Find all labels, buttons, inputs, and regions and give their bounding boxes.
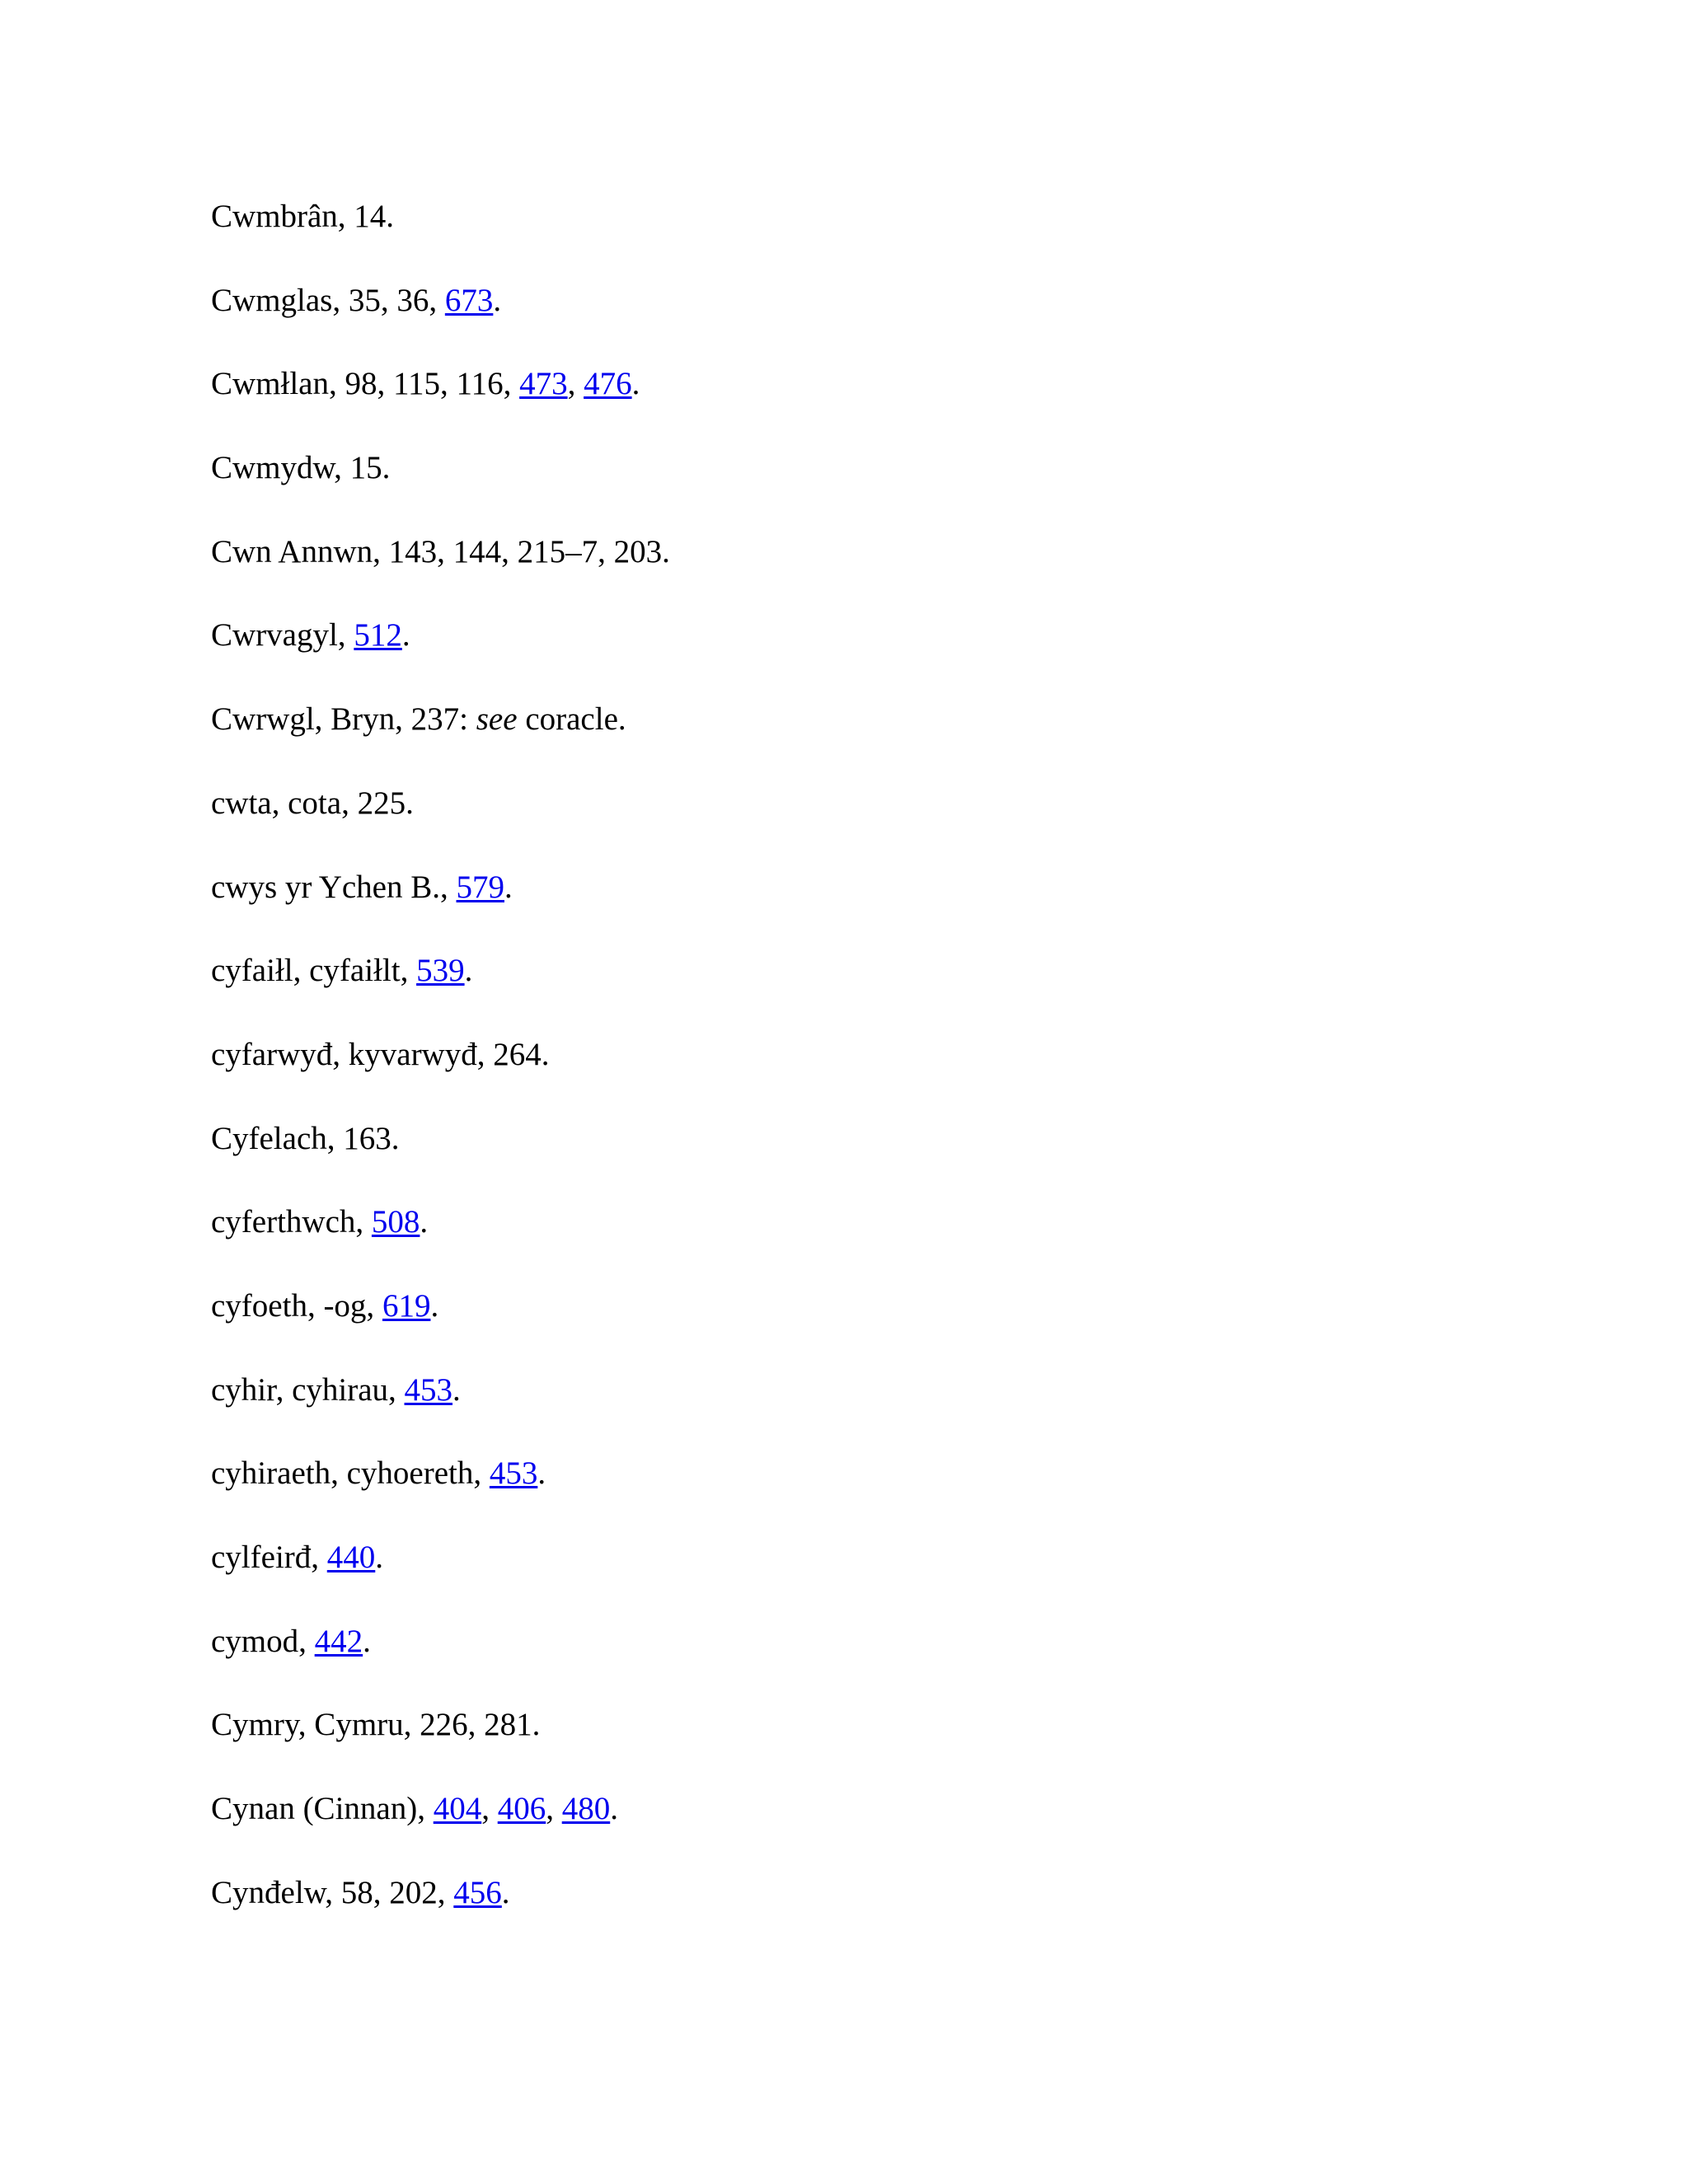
entry-text: cyferthwch,: [211, 1204, 372, 1240]
entry-text: Cwn Annwn, 143, 144, 215–7, 203.: [211, 533, 670, 569]
index-entry: [211, 616, 670, 701]
entry-text: cwta, cota, 225.: [211, 785, 414, 821]
entry-text: cymod,: [211, 1623, 315, 1659]
index-entry: [211, 1539, 670, 1623]
index-entry: [211, 1371, 670, 1455]
index-entry: [211, 1120, 670, 1204]
entry-text: .: [452, 1371, 461, 1408]
entry-text: Cwmglas, 35, 36,: [211, 282, 445, 318]
index-entry: [211, 533, 670, 617]
entry-text: Cwrvagyl,: [211, 617, 354, 654]
index-entry: [211, 449, 670, 533]
page-reference-link[interactable]: 539: [416, 953, 465, 989]
index-entry: [211, 952, 670, 1036]
entry-text: ,: [481, 1791, 498, 1827]
page-reference-link[interactable]: 440: [326, 1540, 376, 1575]
entry-text: .: [537, 1455, 546, 1492]
index-entry: [211, 282, 670, 366]
entry-text: .: [430, 1287, 439, 1324]
page-reference-link[interactable]: 442: [314, 1623, 363, 1659]
index-entry: [211, 1706, 670, 1790]
index-entry: [211, 1623, 670, 1707]
entry-text: Cwrwgl, Bryn, 237:: [211, 701, 476, 738]
entry-text: .: [401, 617, 410, 654]
see-reference-text: see: [476, 701, 518, 738]
page-reference-link[interactable]: 508: [371, 1204, 420, 1240]
index-entry-list: [211, 198, 670, 1957]
entry-text: .: [375, 1540, 384, 1575]
index-entry: [211, 365, 670, 449]
index-entry: [211, 785, 670, 869]
entry-text: .: [501, 1874, 510, 1910]
entry-text: .: [493, 282, 502, 318]
entry-text: coracle.: [517, 701, 626, 738]
index-entry: [211, 198, 670, 282]
entry-text: .: [420, 1204, 429, 1240]
index-entry: [211, 1203, 670, 1287]
page-reference-link[interactable]: 619: [382, 1287, 431, 1324]
page-reference-link[interactable]: 579: [456, 869, 504, 905]
page-reference-link[interactable]: 456: [453, 1874, 502, 1910]
page-reference-link[interactable]: 453: [404, 1371, 453, 1408]
index-entry: [211, 1455, 670, 1539]
entry-text: cyhir, cyhirau,: [211, 1371, 405, 1408]
entry-text: Cwmłlan, 98, 115, 116,: [211, 366, 520, 402]
page-reference-link[interactable]: 406: [497, 1791, 546, 1827]
page-reference-link[interactable]: 512: [354, 617, 402, 654]
entry-text: Cynan (Cinnan),: [211, 1791, 434, 1827]
entry-text: .: [610, 1791, 618, 1827]
index-entry: [211, 701, 670, 785]
entry-text: ,: [567, 366, 584, 402]
entry-text: cyfoeth, -og,: [211, 1287, 382, 1324]
entry-text: cylfeirđ,: [211, 1540, 327, 1575]
entry-text: cyfarwyđ, kyvarwyđ, 264.: [211, 1036, 550, 1072]
entry-text: Cymry, Cymru, 226, 281.: [211, 1707, 541, 1743]
index-entry: [211, 1874, 670, 1958]
entry-text: .: [464, 953, 473, 989]
entry-text: Cwmbrân, 14.: [211, 199, 395, 234]
page-reference-link[interactable]: 453: [489, 1455, 538, 1492]
entry-text: Cwmydw, 15.: [211, 450, 391, 486]
entry-text: .: [631, 366, 640, 402]
index-entry: [211, 1036, 670, 1120]
index-entry: [211, 869, 670, 953]
page-reference-link[interactable]: 476: [584, 366, 632, 402]
entry-text: ,: [546, 1791, 562, 1827]
entry-text: Cynđelw, 58, 202,: [211, 1874, 454, 1910]
page-reference-link[interactable]: 404: [433, 1791, 482, 1827]
entry-text: .: [504, 869, 513, 905]
entry-text: cyhiraeth, cyhoereth,: [211, 1455, 490, 1492]
index-entry: [211, 1287, 670, 1371]
page-reference-link[interactable]: 673: [444, 282, 494, 318]
entry-text: .: [363, 1623, 371, 1659]
entry-text: cyfaiłl, cyfaiłlt,: [211, 953, 417, 989]
page-reference-link[interactable]: 480: [561, 1791, 611, 1827]
entry-text: Cyfelach, 163.: [211, 1120, 400, 1156]
entry-text: cwys yr Ychen B.,: [211, 869, 457, 905]
page-reference-link[interactable]: 473: [519, 366, 568, 402]
index-entry: [211, 1790, 670, 1874]
